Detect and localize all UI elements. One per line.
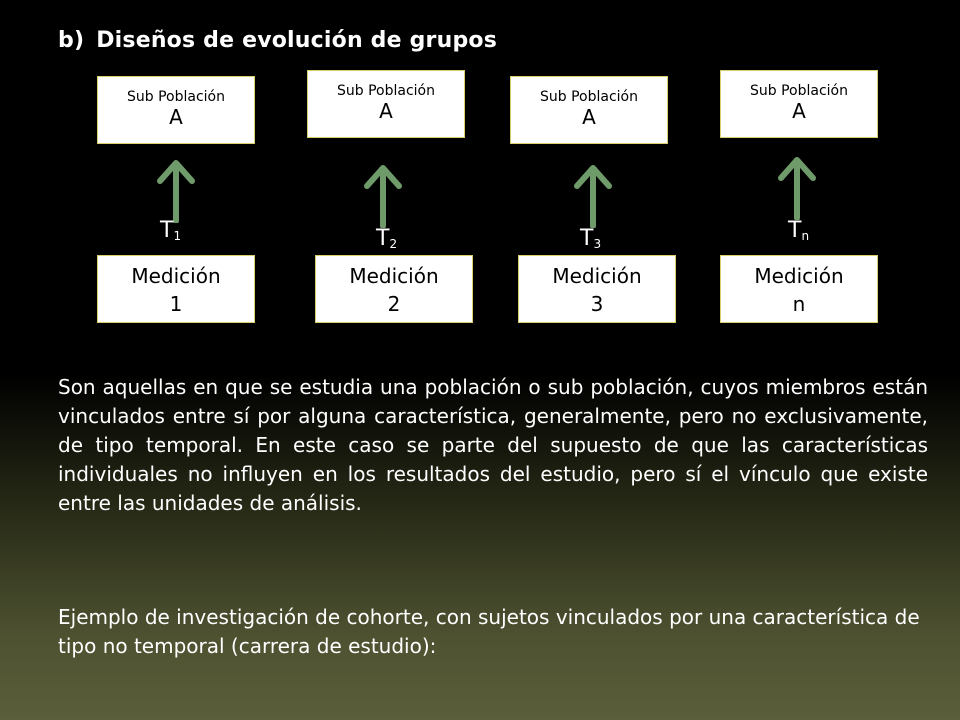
measurement-index: n [792,292,806,316]
title-marker: b) [58,28,85,53]
measurement-index: 1 [169,292,183,316]
measurement-label: Medición [552,264,642,288]
arrow-up-icon [363,160,403,228]
sub-population-box-3 [510,76,668,144]
sub-population-label: Sub Población [750,83,848,99]
slide-title [58,28,497,53]
sub-population-label: Sub Población [127,89,225,105]
sub-population-letter: A [169,105,183,129]
sub-population-label: Sub Población [540,89,638,105]
time-label-1: $T_1$ [160,218,182,243]
time-label-3: $T_3$ [580,226,602,251]
title-text: Diseños de evolución de grupos [96,28,498,53]
measurement-box-1 [97,255,255,323]
measurement-box-3 [518,255,676,323]
measurement-index: 3 [590,292,604,316]
measurement-box-n [720,255,878,323]
arrow-up-icon [156,155,196,223]
sub-population-letter: A [582,105,596,129]
sub-population-label: Sub Población [337,83,435,99]
time-label-n: $T_n$ [788,218,810,243]
description-paragraph: Son aquellas en que se estudia una población o sub población, cuyos miembros están vinculados entre sí por alguna característica, generalmente, pero no exclusivamente, de tipo temporal. En este caso se parte del supuesto de que las características individuales no influyen en los resultados del estudio, pero sí el vínculo que existe entre las unidades de análisis. [58,375,928,515]
time-label-2: $T_2$ [376,226,398,251]
arrow-up-icon [777,152,817,220]
example-paragraph: Ejemplo de investigación de cohorte, con sujetos vinculados por una característica de tipo no temporal (carrera de estudio): [58,605,920,658]
sub-population-box-2 [307,70,465,138]
arrow-up-icon [573,160,613,228]
sub-population-box-1 [97,76,255,144]
measurement-label: Medición [754,264,844,288]
sub-population-letter: A [379,99,393,123]
measurement-label: Medición [131,264,221,288]
measurement-label: Medición [349,264,439,288]
sub-population-box-4 [720,70,878,138]
measurement-box-2 [315,255,473,323]
measurement-index: 2 [387,292,401,316]
sub-population-letter: A [792,99,806,123]
